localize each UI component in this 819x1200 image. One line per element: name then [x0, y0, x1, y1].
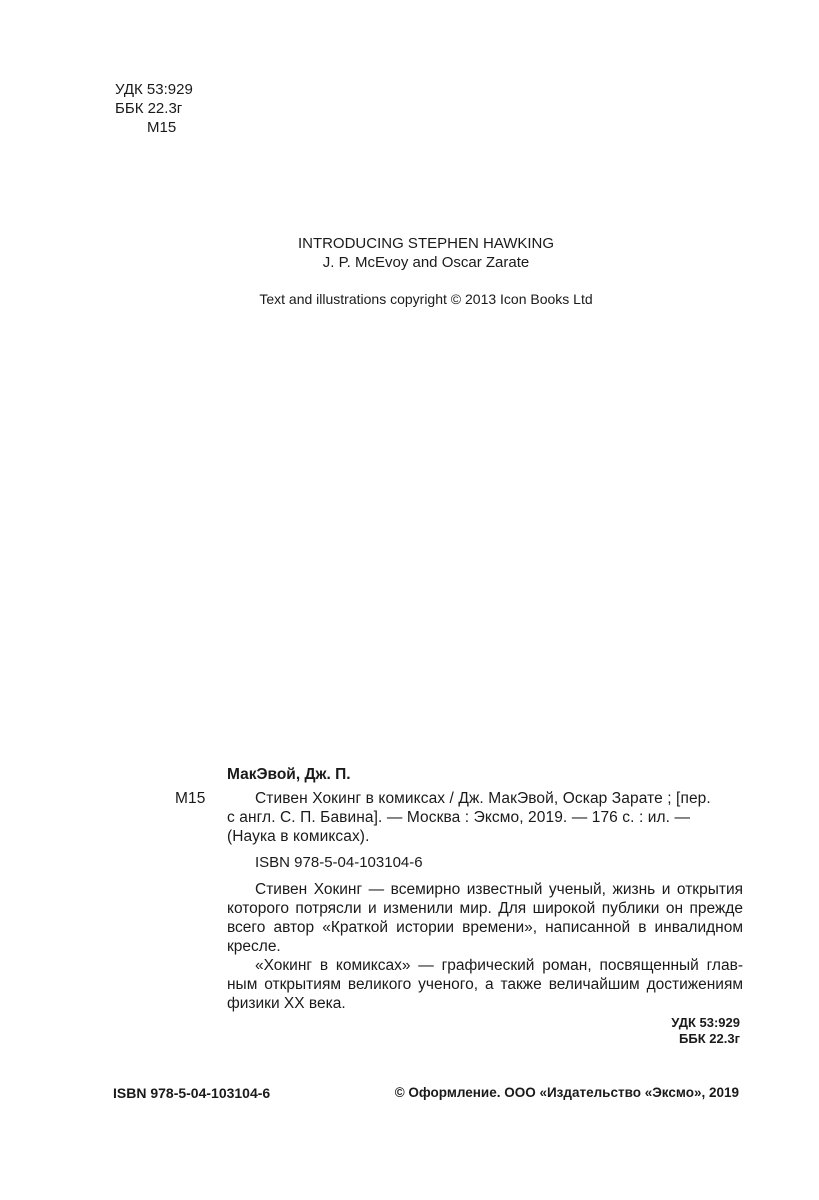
bbk-code: ББК 22.3г [115, 100, 183, 117]
record-code: М15 [175, 790, 206, 807]
description-line: Стивен Хокинг в комиксах / Дж. МакЭвой, Оскар Зарате ; [пер. [255, 790, 711, 807]
description-line: с англ. С. П. Бавина]. — Москва : Эксмо, 2019. — 176 с. : ил. — [227, 809, 691, 826]
bottom-classification [620, 1015, 740, 1047]
footer-copyright: © Оформление. ООО «Издательство «Эксмо», 2019 [394, 1085, 739, 1100]
annotation-line: всего автор «Краткой истории времени», написанной в инвалидном [227, 919, 743, 936]
footer-isbn: ISBN 978-5-04-103104-6 [113, 1085, 271, 1101]
udk-code: УДК 53:929 [671, 1015, 740, 1030]
udk-code: УДК 53:929 [115, 81, 193, 98]
top-classification [115, 80, 193, 137]
annotation-line: кресле. [227, 938, 281, 955]
annotation-paragraph [227, 880, 743, 956]
original-edition-credits [0, 234, 819, 272]
original-authors: J. P. McEvoy and Oscar Zarate [322, 254, 530, 271]
record-isbn: ISBN 978-5-04-103104-6 [255, 854, 423, 871]
original-copyright: Text and illustrations copyright © 2013 Icon Books Ltd [259, 291, 593, 307]
author-mark: М15 [147, 119, 177, 136]
bbk-code: ББК 22.3г [679, 1031, 740, 1046]
record-heading: МакЭвой, Дж. П. [227, 766, 351, 783]
description-line: (Наука в комиксах). [227, 828, 370, 845]
annotation-line: которого потрясли и изменили мир. Для широкой публики он прежде [227, 900, 743, 917]
record-entry [175, 789, 745, 846]
bibliographic-record [175, 765, 745, 846]
annotation-paragraph [227, 956, 743, 1013]
annotation-line: «Хокинг в комиксах» — графический роман, посвященный глав- [255, 957, 743, 974]
original-title: INTRODUCING STEPHEN HAWKING [297, 235, 555, 252]
annotation-line: Стивен Хокинг — всемирно известный ученый, жизнь и открытия [255, 881, 743, 898]
annotation-line: ным открытиям великого ученого, а также величайшим достижениям [227, 976, 743, 993]
annotation [227, 880, 743, 1013]
annotation-line: физики XX века. [227, 995, 346, 1012]
